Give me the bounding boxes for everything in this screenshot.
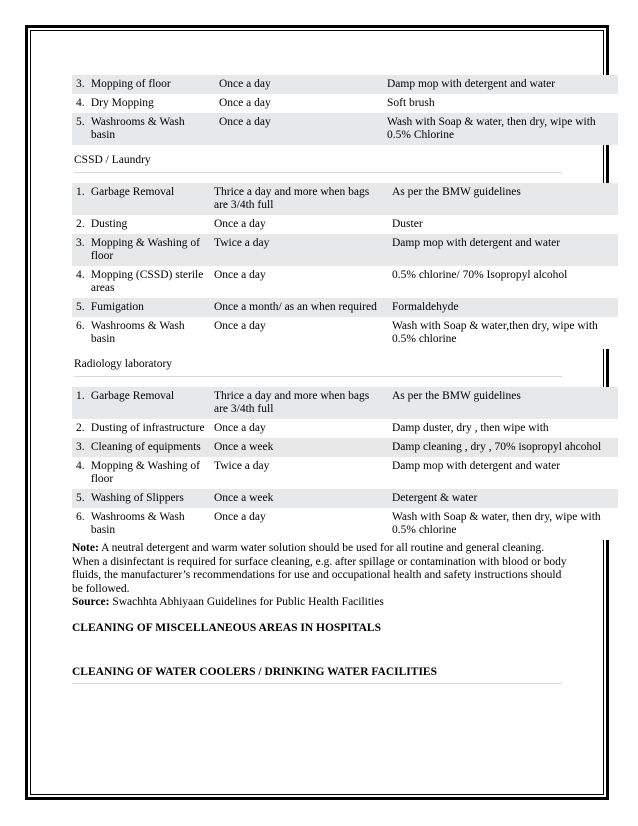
row-number: 4. xyxy=(76,269,85,281)
method-cell: Soft brush xyxy=(383,94,618,113)
task-cell xyxy=(72,234,210,266)
frequency-cell: Once a day xyxy=(215,113,383,145)
table-row xyxy=(72,94,618,113)
table-row xyxy=(72,234,618,266)
method-cell: Duster xyxy=(388,215,618,234)
method-cell: As per the BMW guidelines xyxy=(388,183,618,215)
task-label: Dry Mopping xyxy=(90,97,154,109)
row-number: 5. xyxy=(76,492,85,504)
frequency-cell: Thrice a day and more when bags are 3/4th full xyxy=(210,183,388,215)
task-cell xyxy=(72,438,210,457)
task-label: Washrooms & Wash basin xyxy=(90,511,185,536)
heading-miscellaneous-areas: CLEANING OF MISCELLANEOUS AREAS IN HOSPITALS xyxy=(72,621,381,634)
table-cssd-laundry xyxy=(72,183,618,349)
task-label: Fumigation xyxy=(90,301,144,313)
task-label: Dusting xyxy=(90,218,128,230)
method-cell: Wash with Soap & water, then dry, wipe with 0.5% chlorine xyxy=(388,508,618,540)
table-radiology-laboratory xyxy=(72,387,618,540)
task-label: Cleaning of equipments xyxy=(90,441,201,453)
table-row xyxy=(72,457,618,489)
note-text: A neutral detergent and warm water solution should be used for all routine and general cleaning. When a disinfectant is required for surface cleaning, e.g. after spillage or contamination with blood or body fluids, the manufacturer’s recommendations for use and occupational health and safety instructions should be followed. xyxy=(72,542,567,595)
task-label: Mopping & Washing of floor xyxy=(90,237,200,262)
frequency-cell: Twice a day xyxy=(210,234,388,266)
task-cell xyxy=(72,183,210,215)
frequency-cell: Once a day xyxy=(210,508,388,540)
table-row xyxy=(72,113,618,145)
frequency-cell: Once a day xyxy=(215,75,383,94)
frequency-cell: Once a week xyxy=(210,489,388,508)
table-row xyxy=(72,266,618,298)
row-number: 4. xyxy=(76,460,85,472)
row-number: 2. xyxy=(76,218,85,230)
method-cell: 0.5% chlorine/ 70% Isopropyl alcohol xyxy=(388,266,618,298)
row-number: 3. xyxy=(76,78,85,90)
document-content xyxy=(72,75,620,684)
heading-water-coolers: CLEANING OF WATER COOLERS / DRINKING WATER FACILITIES xyxy=(72,666,562,684)
task-cell xyxy=(72,508,210,540)
method-cell: Damp duster, dry , then wipe with xyxy=(388,419,618,438)
task-label: Washrooms & Wash basin xyxy=(90,320,185,345)
task-label: Washrooms & Wash basin xyxy=(90,116,185,141)
row-number: 3. xyxy=(76,237,85,249)
task-cell xyxy=(72,419,210,438)
method-cell: Wash with Soap & water,then dry, wipe with 0.5% chlorine xyxy=(388,317,618,349)
method-cell: Damp mop with detergent and water xyxy=(388,457,618,489)
source-label: Source: xyxy=(72,596,110,608)
frequency-cell: Once a day xyxy=(210,317,388,349)
frequency-cell: Once a day xyxy=(210,266,388,298)
table-row xyxy=(72,387,618,419)
frequency-cell: Once a month/ as an when required xyxy=(210,298,388,317)
task-cell xyxy=(72,489,210,508)
frequency-cell: Thrice a day and more when bags are 3/4th full xyxy=(210,387,388,419)
table-row xyxy=(72,419,618,438)
section-title-radiology: Radiology laboratory xyxy=(74,358,562,377)
table-row xyxy=(72,317,618,349)
task-cell xyxy=(72,298,210,317)
row-number: 3. xyxy=(76,441,85,453)
table-row xyxy=(72,183,618,215)
task-label: Garbage Removal xyxy=(90,186,175,198)
frequency-cell: Once a day xyxy=(210,419,388,438)
task-cell xyxy=(72,113,215,145)
task-cell xyxy=(72,317,210,349)
table-general-cleaning xyxy=(72,75,618,145)
section-title-cssd: CSSD / Laundry xyxy=(74,154,562,173)
frequency-cell: Twice a day xyxy=(210,457,388,489)
method-cell: Damp cleaning , dry , 70% isopropyl ahcohol xyxy=(388,438,618,457)
row-number: 2. xyxy=(76,422,85,434)
note-label: Note: xyxy=(72,542,99,554)
row-number: 6. xyxy=(76,320,85,332)
task-cell xyxy=(72,215,210,234)
task-label: Mopping of floor xyxy=(90,78,171,90)
method-cell: Wash with Soap & water, then dry, wipe with 0.5% Chlorine xyxy=(383,113,618,145)
row-number: 1. xyxy=(76,390,85,402)
task-cell xyxy=(72,387,210,419)
table-row xyxy=(72,215,618,234)
task-label: Mopping & Washing of floor xyxy=(90,460,200,485)
row-number: 5. xyxy=(76,301,85,313)
frequency-cell: Once a day xyxy=(210,215,388,234)
task-cell xyxy=(72,75,215,94)
method-cell: Detergent & water xyxy=(388,489,618,508)
source-text: Swachhta Abhiyaan Guidelines for Public Health Facilities xyxy=(109,596,384,608)
row-number: 1. xyxy=(76,186,85,198)
method-cell: Damp mop with detergent and water xyxy=(388,234,618,266)
frequency-cell: Once a day xyxy=(215,94,383,113)
method-cell: As per the BMW guidelines xyxy=(388,387,618,419)
table-row xyxy=(72,508,618,540)
table-row xyxy=(72,489,618,508)
method-cell: Formaldehyde xyxy=(388,298,618,317)
task-label: Washing of Slippers xyxy=(90,492,184,504)
row-number: 6. xyxy=(76,511,85,523)
task-label: Garbage Removal xyxy=(90,390,175,402)
method-cell: Damp mop with detergent and water xyxy=(383,75,618,94)
table-row xyxy=(72,298,618,317)
table-row xyxy=(72,438,618,457)
task-label: Mopping (CSSD) sterile areas xyxy=(90,269,204,294)
row-number: 5. xyxy=(76,116,85,128)
row-number: 4. xyxy=(76,97,85,109)
task-cell xyxy=(72,457,210,489)
task-label: Dusting of infrastructure xyxy=(90,422,205,434)
frequency-cell: Once a week xyxy=(210,438,388,457)
table-row xyxy=(72,75,618,94)
note-paragraph xyxy=(72,542,572,610)
task-cell xyxy=(72,266,210,298)
task-cell xyxy=(72,94,215,113)
